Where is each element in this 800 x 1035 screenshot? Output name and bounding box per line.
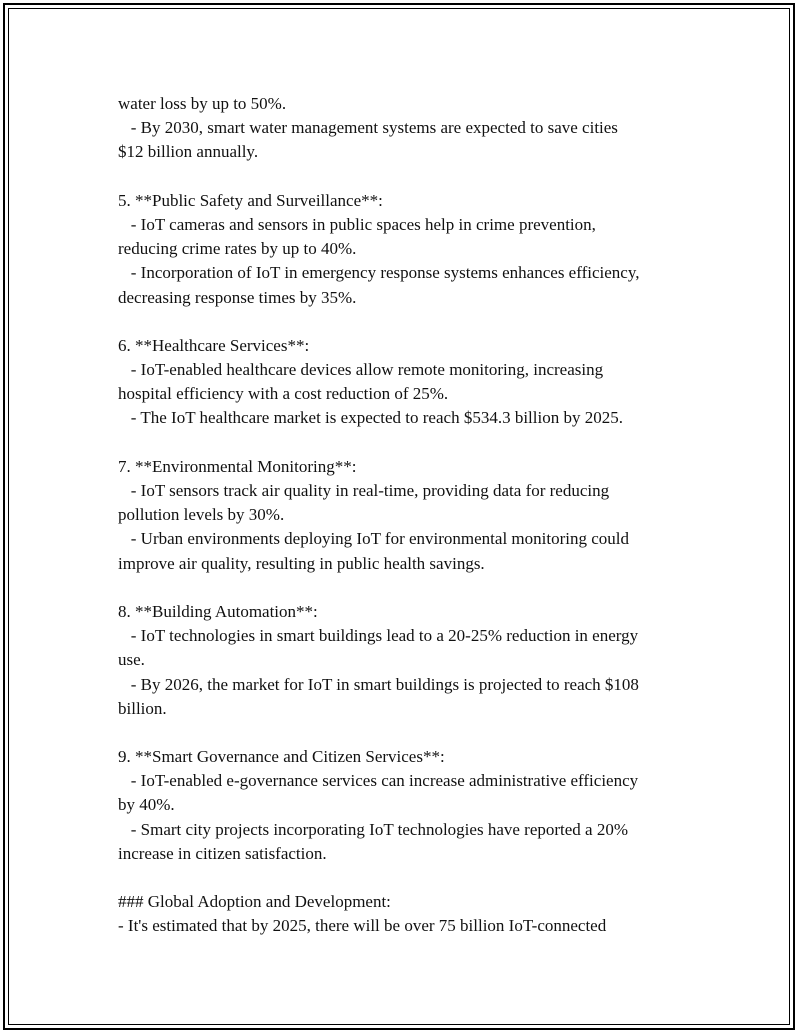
text-line: - By 2030, smart water management systems are expected to save cities [118, 118, 618, 138]
section-heading-building-automation: 8. **Building Automation**: [118, 601, 318, 621]
text-line: - Smart city projects incorporating IoT technologies have reported a 20% [118, 819, 628, 839]
section-heading-smart-governance: 9. **Smart Governance and Citizen Services**: [118, 747, 445, 767]
text-line: use. [118, 650, 145, 670]
text-line: increase in citizen satisfaction. [118, 843, 327, 863]
section-heading-environmental: 7. **Environmental Monitoring**: [118, 456, 357, 476]
document-body [118, 92, 698, 939]
blank-line [118, 721, 698, 745]
text-line: - The IoT healthcare market is expected to reach $534.3 billion by 2025. [118, 408, 623, 428]
text-line: $12 billion annually. [118, 142, 259, 162]
section-heading-global-adoption: ### Global Adoption and Development: [118, 892, 391, 912]
text-line: decreasing response times by 35%. [118, 287, 357, 307]
text-line: improve air quality, resulting in public health savings. [118, 553, 485, 573]
text-line: pollution levels by 30%. [118, 505, 285, 525]
blank-line [118, 431, 698, 455]
blank-line [118, 165, 698, 189]
text-line: billion. [118, 698, 167, 718]
text-line: by 40%. [118, 795, 175, 815]
text-line: - IoT-enabled healthcare devices allow remote monitoring, increasing [118, 360, 604, 380]
text-line: reducing crime rates by up to 40%. [118, 239, 357, 259]
text-line: - IoT technologies in smart buildings lead to a 20-25% reduction in energy [118, 626, 639, 646]
text-line: - IoT-enabled e-governance services can increase administrative efficiency [118, 771, 639, 791]
text-line: water loss by up to 50%. [118, 94, 287, 113]
section-heading-healthcare: 6. **Healthcare Services**: [118, 335, 310, 355]
text-line: - It's estimated that by 2025, there will be over 75 billion IoT-connected [118, 916, 607, 936]
blank-line [118, 576, 698, 600]
text-line: - Incorporation of IoT in emergency response systems enhances efficiency, [118, 263, 640, 283]
section-heading-public-safety: 5. **Public Safety and Surveillance**: [118, 190, 383, 210]
text-line: hospital efficiency with a cost reduction of 25%. [118, 384, 449, 404]
blank-line [118, 866, 698, 890]
text-line: - By 2026, the market for IoT in smart buildings is projected to reach $108 [118, 674, 639, 694]
text-line: - Urban environments deploying IoT for environmental monitoring could [118, 529, 629, 549]
text-line: - IoT cameras and sensors in public spaces help in crime prevention, [118, 214, 596, 234]
blank-line [118, 310, 698, 334]
text-line: - IoT sensors track air quality in real-time, providing data for reducing [118, 481, 610, 500]
